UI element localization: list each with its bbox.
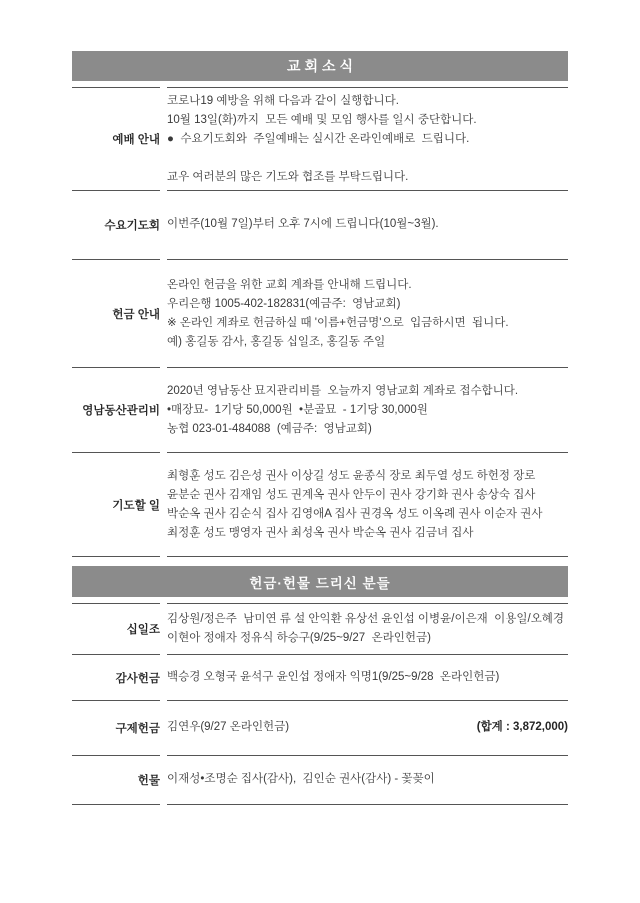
row-content [167, 452, 568, 557]
text-line: 이재성•조명순 집사(감사), 김인순 권사(감사) - 꽃꽂이 [167, 773, 435, 785]
row-content [167, 190, 568, 259]
row-label: 헌금 안내 [72, 259, 160, 367]
offering-header-bar [72, 566, 568, 597]
row-label: 영남동산관리비 [72, 367, 160, 452]
church-news-table [72, 87, 568, 557]
text-line: 이번주(10월 7일)부터 오후 7시에 드립니다(10월~3월). [167, 218, 439, 230]
column-gap [160, 367, 167, 452]
text-line: ※ 온라인 계좌로 헌금하실 때 '이름+헌금명'으로 입금하시면 됩니다. [167, 317, 509, 329]
row-label: 십일조 [72, 603, 160, 654]
column-gap [160, 452, 167, 557]
text-line: 농협 023-01-484088 (예금주: 영남교회) [167, 423, 372, 435]
column-gap [160, 700, 167, 755]
text-line: 박순옥 권사 김순식 집사 김영애A 집사 권경옥 성도 이옥례 권사 이순자 권사 [167, 508, 543, 520]
row-prayer-list [72, 452, 568, 557]
column-gap [160, 87, 167, 190]
text-line: 코로나19 예방을 위해 다음과 같이 실행합니다. [167, 95, 399, 107]
row-cemetery-fee [72, 367, 568, 452]
text-line: 예) 홍길동 감사, 홍길동 십일조, 홍길동 주일 [167, 336, 386, 348]
text-line: 윤분순 권사 김재임 성도 권계옥 권사 안두이 권사 강기화 권사 송상숙 집사 [167, 489, 536, 501]
row-relief-offering [72, 700, 568, 755]
blank-line [167, 149, 568, 168]
row-thanksgiving-offering [72, 654, 568, 700]
row-offering-guide [72, 259, 568, 367]
text-line: 김연우(9/27 온라인헌금) [167, 721, 290, 733]
relief-line-wrap [167, 718, 568, 737]
row-content [167, 603, 568, 654]
church-news-header-bar [72, 51, 568, 81]
row-content [167, 700, 568, 755]
row-gift-offering [72, 755, 568, 805]
offering-total: (합계 : 3,872,000) [476, 721, 568, 733]
row-label: 헌물 [72, 755, 160, 805]
text-line: 2020년 영남동산 묘지관리비를 오늘까지 영남교회 계좌로 접수합니다. [167, 385, 519, 397]
row-content [167, 654, 568, 700]
church-news-title: 교회소식 [286, 58, 358, 74]
row-content [167, 259, 568, 367]
text-line: 최정훈 성도 맹영자 권사 최성옥 권사 박순옥 권사 김금녀 집사 [167, 527, 474, 539]
text-line: 우리은행 1005-402-182831(예금주: 영남교회) [167, 298, 401, 310]
bulletin-sheet [72, 51, 568, 805]
text-line: 최형훈 성도 김은성 권사 이상길 성도 윤종식 장로 최두열 성도 하헌정 장로 [167, 470, 536, 482]
column-gap [160, 603, 167, 654]
column-gap [160, 755, 167, 805]
row-content [167, 367, 568, 452]
column-gap [160, 259, 167, 367]
row-tithe [72, 603, 568, 654]
offering-table [72, 603, 568, 805]
text-line: 온라인 헌금을 위한 교회 계좌를 안내해 드립니다. [167, 279, 412, 291]
text-line: ● 수요기도회와 주일예배는 실시간 온라인예배로 드립니다. [167, 133, 470, 145]
row-label: 수요기도회 [72, 190, 160, 259]
text-line: 교우 여러분의 많은 기도와 협조를 부탁드립니다. [167, 171, 409, 183]
text-line: •매장묘- 1기당 50,000원 •분골묘 - 1기당 30,000원 [167, 404, 428, 416]
row-label: 구제헌금 [72, 700, 160, 755]
row-label: 기도할 일 [72, 452, 160, 557]
row-worship-notice [72, 87, 568, 190]
row-label: 예배 안내 [72, 87, 160, 190]
text-line: 백승경 오형국 윤석구 윤인섭 정애자 익명1(9/25~9/28 온라인헌금) [167, 671, 500, 683]
text-line: 이현아 정애자 정유식 하승구(9/25~9/27 온라인헌금) [167, 632, 431, 644]
row-wednesday-prayer [72, 190, 568, 259]
text-line: 김상원/정은주 남미연 류 설 안익환 유상선 윤인섭 이병윤/이은재 이용일/오혜경 [167, 613, 565, 625]
column-gap [160, 654, 167, 700]
row-content [167, 87, 568, 190]
column-gap [160, 190, 167, 259]
offering-title: 헌금·헌물 드리신 분들 [249, 575, 391, 591]
row-label: 감사헌금 [72, 654, 160, 700]
text-line: 10월 13일(화)까지 모든 예배 및 모임 행사를 일시 중단합니다. [167, 114, 477, 126]
row-content [167, 755, 568, 805]
